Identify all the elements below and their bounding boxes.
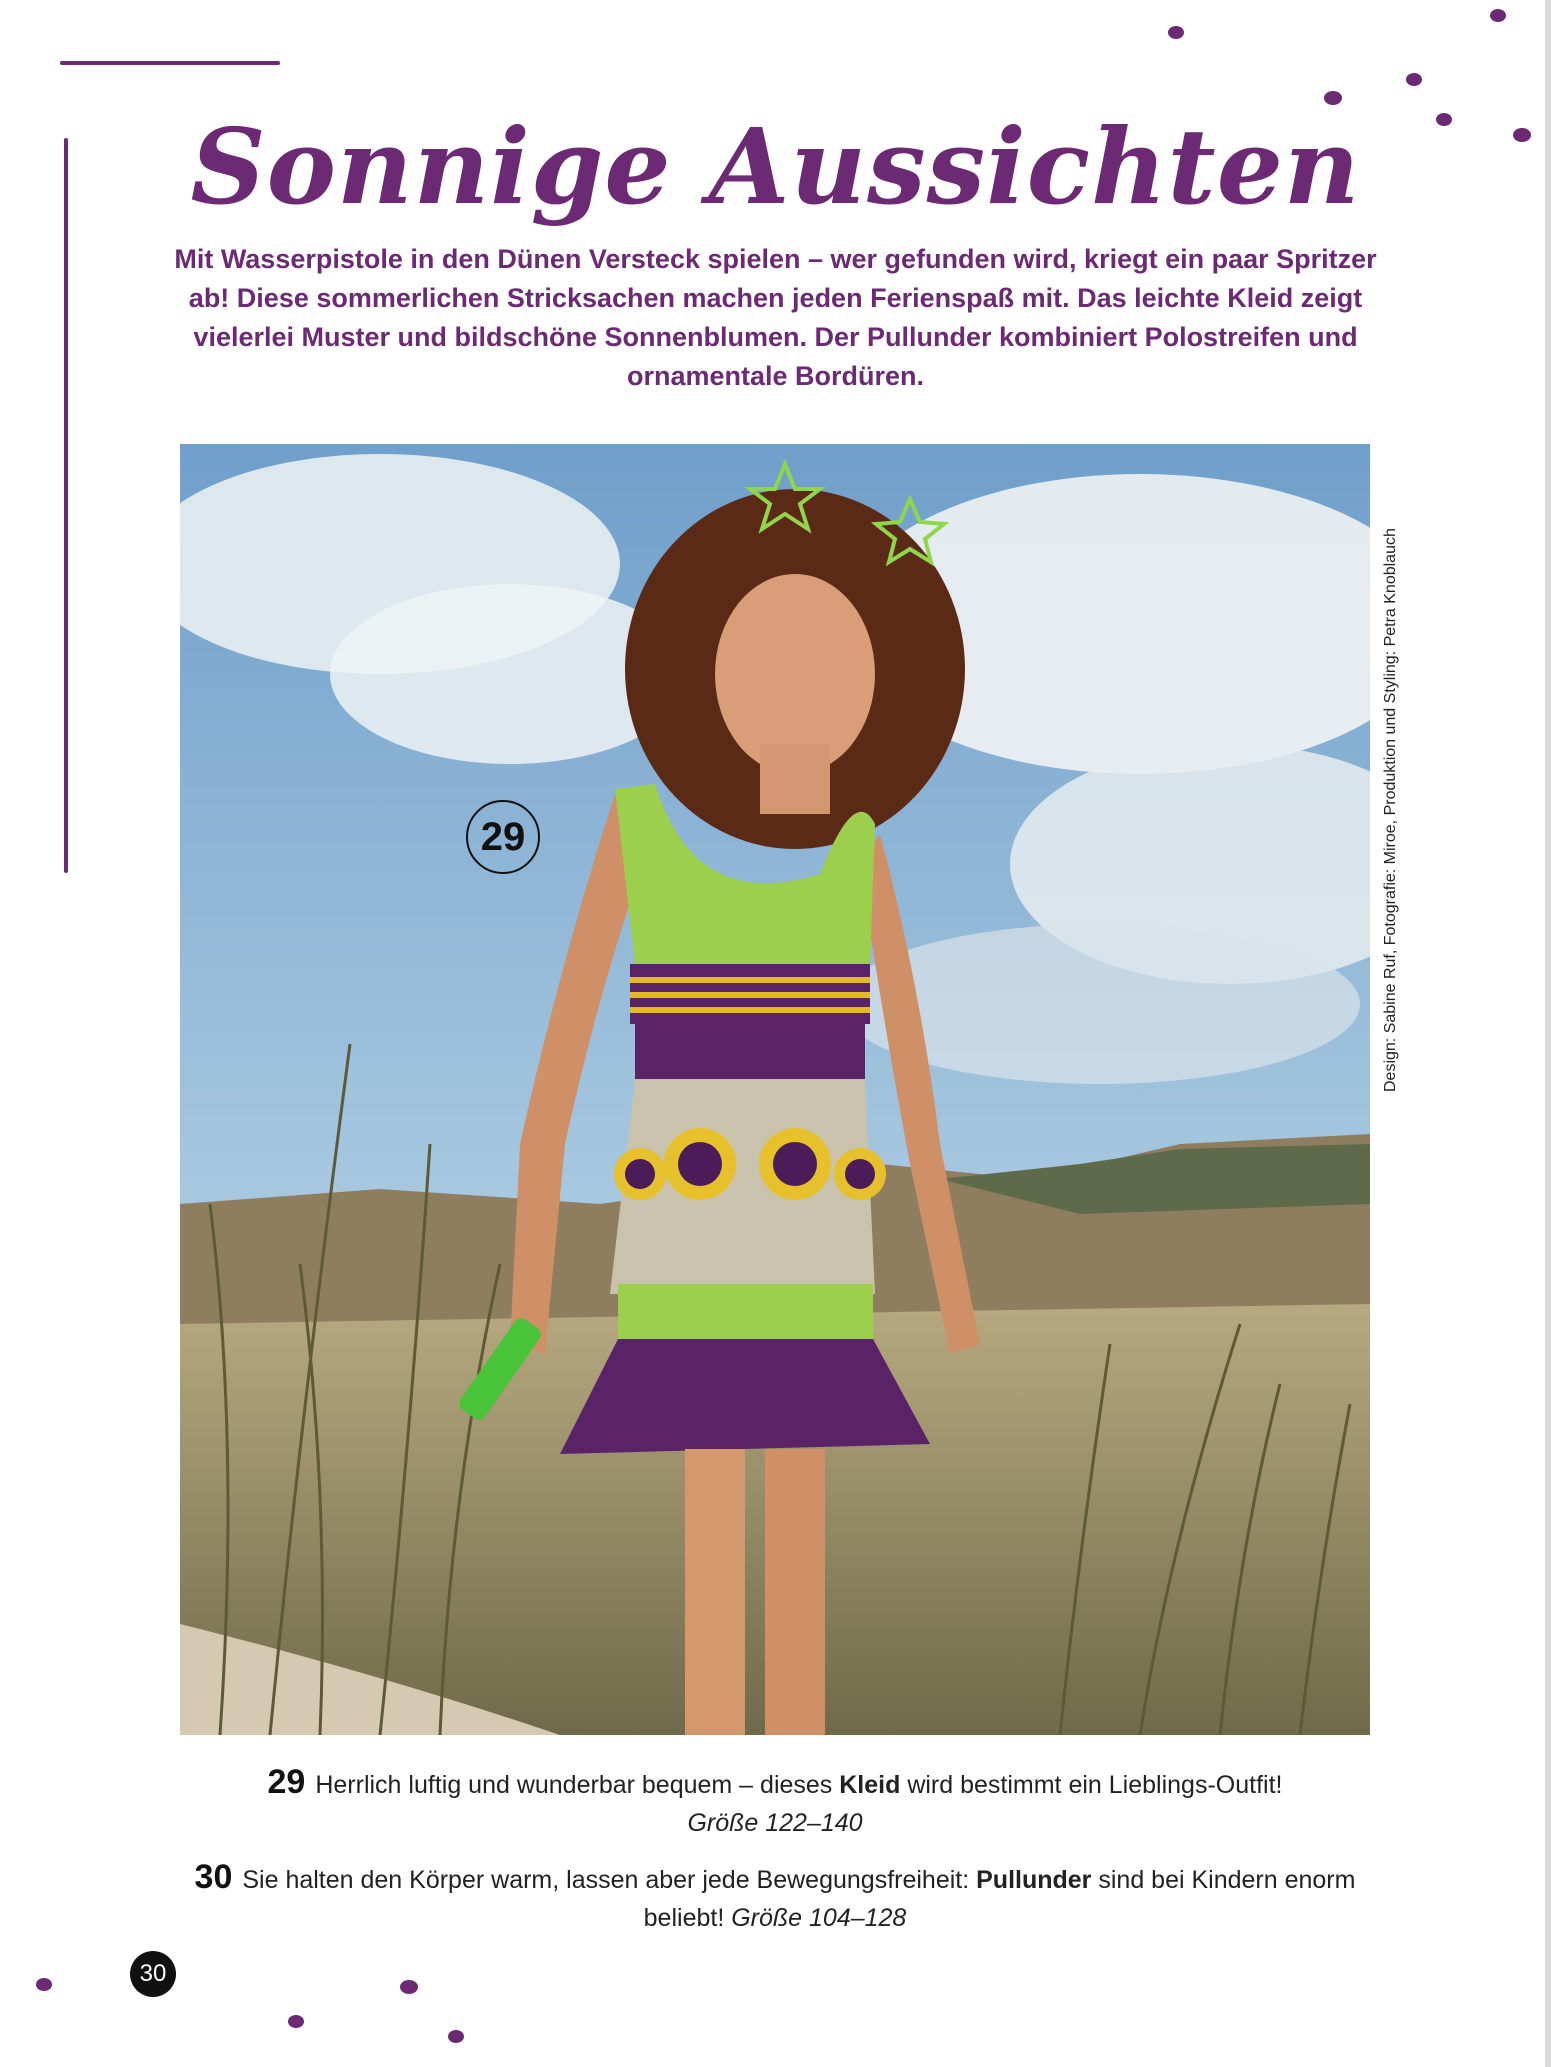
caption-text: wird bestimmt ein Lieblings-Outfit! [900, 1771, 1283, 1799]
stripe-yellow [630, 992, 870, 998]
caption-text: Herrlich luftig und wunderbar bequem – dieses [315, 1771, 840, 1799]
caption-text: sind bei Kindern enorm beliebt! [643, 1866, 1356, 1932]
hero-photo [180, 444, 1370, 1735]
dress-band [618, 1284, 873, 1339]
decorative-dot [288, 2015, 304, 2028]
decorative-dot [36, 1978, 52, 1991]
page-number: 30 [130, 1951, 176, 1997]
left-decorative-line [64, 138, 68, 873]
decorative-dot [1406, 73, 1422, 86]
stripe-yellow [630, 1007, 870, 1013]
decorative-dot [1324, 91, 1342, 105]
left-leg [685, 1449, 745, 1735]
page-edge [1545, 0, 1551, 2067]
caption-bold: Pullunder [976, 1866, 1092, 1894]
caption-bold: Kleid [839, 1771, 901, 1799]
caption-size: Größe 104–128 [731, 1904, 907, 1932]
caption-text: Sie halten den Körper warm, lassen aber jede Bewegungsfreiheit: [242, 1866, 977, 1894]
caption-number: 30 [194, 1858, 233, 1896]
top-decorative-line [60, 61, 280, 65]
decorative-dot [448, 2030, 464, 2043]
photo-credit: Design: Sabine Ruf, Fotografie: Miroe, Produktion und Styling: Petra Knoblauch [1382, 528, 1399, 1092]
caption-30 [190, 1858, 1360, 1937]
decorative-dot [400, 1980, 418, 1994]
caption-number: 29 [267, 1763, 306, 1801]
intro-text: Mit Wasserpistole in den Dünen Versteck spielen – wer gefunden wird, kriegt ein paar Spritzer ab! Diese sommerlichen Stricksachen machen jeden Ferienspaß mit. Das leichte Kleid zeigt vielerlei Muster und bildschöne Sonnenblumen. Der Pullunder kombiniert Polostreifen und ornamentale Bordüren. [174, 244, 1377, 391]
right-leg [765, 1449, 825, 1735]
neck [760, 744, 830, 814]
stripe-yellow [630, 977, 870, 983]
item-number-badge: 29 [466, 800, 540, 874]
photo-illustration [180, 444, 1370, 1735]
decorative-dot [1490, 9, 1506, 22]
decorative-dot [1168, 26, 1184, 39]
dress-waist [635, 1024, 865, 1079]
dress-hem [560, 1339, 930, 1454]
caption-size: Größe 122–140 [687, 1809, 863, 1837]
page-title: Sonnige Aussichten [190, 105, 1361, 228]
caption-29 [190, 1763, 1360, 1842]
